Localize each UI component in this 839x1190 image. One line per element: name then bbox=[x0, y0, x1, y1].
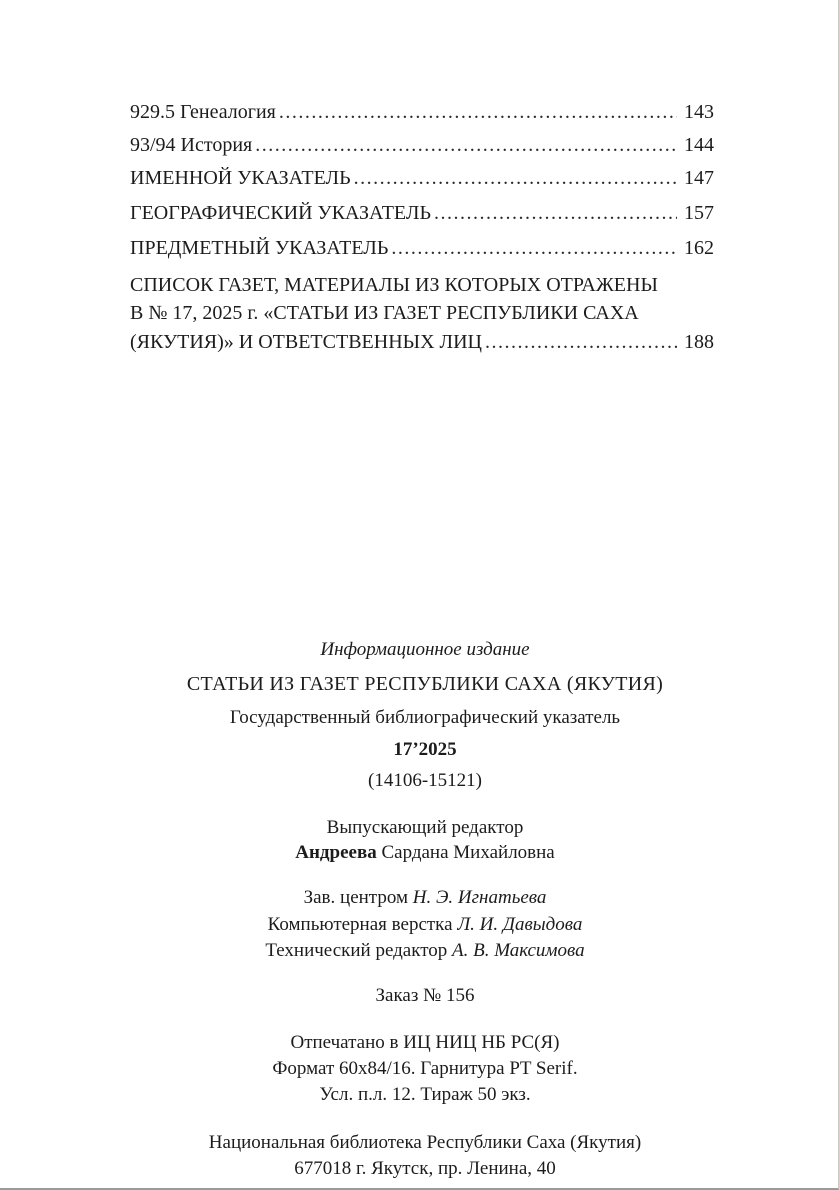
toc-entry-label: ИМЕННОЙ УКАЗАТЕЛЬ bbox=[130, 167, 351, 189]
toc-entry-label: ПРЕДМЕТНЫЙ УКАЗАТЕЛЬ bbox=[130, 237, 389, 259]
toc-page-number: 188 bbox=[684, 330, 714, 353]
table-of-contents bbox=[130, 100, 714, 356]
editor-name bbox=[110, 841, 740, 864]
toc-entry bbox=[130, 100, 714, 125]
toc-page-number: 144 bbox=[684, 134, 714, 156]
dot-leader bbox=[391, 236, 677, 261]
toc-page-number: 143 bbox=[684, 101, 714, 123]
publication-title: СТАТЬИ ИЗ ГАЗЕТ РЕСПУБЛИКИ САХА (ЯКУТИЯ) bbox=[186, 673, 664, 696]
staff-line-tech-editor bbox=[110, 939, 740, 962]
staff-line-layout bbox=[110, 913, 740, 936]
toc-entry-line: В № 17, 2025 г. «СТАТЬИ ИЗ ГАЗЕТ РЕСПУБЛИКИ САХА bbox=[130, 302, 639, 325]
toc-entry bbox=[130, 133, 714, 158]
toc-entry-label: 929.5 Генеалогия bbox=[130, 101, 276, 123]
dot-leader bbox=[255, 133, 677, 158]
toc-page-number: 162 bbox=[684, 237, 714, 259]
record-range: (14106-15121) bbox=[368, 769, 482, 791]
toc-entry bbox=[130, 166, 714, 191]
print-block bbox=[110, 1031, 740, 1107]
library-block bbox=[110, 1131, 740, 1180]
toc-entry-last-line bbox=[130, 328, 714, 356]
toc-entry-line: СПИСОК ГАЗЕТ, МАТЕРИАЛЫ ИЗ КОТОРЫХ ОТРАЖЕНЫ bbox=[130, 274, 658, 296]
dot-leader bbox=[354, 166, 677, 191]
editor-given-names: Сардана Михайловна bbox=[376, 842, 555, 864]
format-line: Формат 60х84/16. Гарнитура PT Serif. bbox=[272, 1058, 578, 1080]
editor-role: Выпускающий редактор bbox=[326, 817, 524, 839]
tech-editor-name: А. В. Максимова bbox=[452, 939, 585, 961]
library-address: 677018 г. Якутск, пр. Ленина, 40 bbox=[294, 1157, 556, 1179]
toc-entry bbox=[130, 201, 714, 226]
colophon bbox=[110, 638, 740, 1183]
toc-entry-label: (ЯКУТИЯ)» И ОТВЕТСТВЕННЫХ ЛИЦ bbox=[130, 330, 482, 353]
dot-leader bbox=[279, 100, 677, 125]
publication-subtitle: Государственный библиографический указатель bbox=[229, 706, 621, 728]
layout-name: Л. И. Давыдова bbox=[457, 913, 583, 935]
volume-line: Усл. п.л. 12. Тираж 50 экз. bbox=[319, 1084, 531, 1106]
staff-line-center-head bbox=[110, 886, 740, 909]
toc-entry bbox=[130, 236, 714, 261]
dot-leader bbox=[434, 201, 677, 226]
library-name: Национальная библиотека Республики Саха (Якутия) bbox=[208, 1131, 642, 1153]
layout-label: Компьютерная верстка bbox=[267, 913, 458, 935]
edition-type: Информационное издание bbox=[320, 639, 530, 660]
issue-number: 17’2025 bbox=[393, 738, 457, 760]
center-head-name: Н. Э. Игнатьева bbox=[412, 887, 547, 909]
toc-entry-label: 93/94 История bbox=[130, 134, 253, 156]
order-number: Заказ № 156 bbox=[375, 984, 475, 1006]
center-head-label: Зав. центром bbox=[303, 887, 413, 909]
tech-editor-label: Технический редактор bbox=[265, 939, 453, 961]
staff-block bbox=[110, 886, 740, 962]
printed-at: Отпечатано в ИЦ НИЦ НБ РС(Я) bbox=[290, 1032, 560, 1054]
toc-page-number: 147 bbox=[684, 167, 714, 189]
toc-entry-label: ГЕОГРАФИЧЕСКИЙ УКАЗАТЕЛЬ bbox=[130, 202, 431, 224]
dot-leader bbox=[485, 328, 677, 356]
toc-entry-multiline bbox=[130, 271, 714, 356]
toc-page-number: 157 bbox=[684, 202, 714, 224]
editor-surname: Андреева bbox=[295, 842, 377, 864]
